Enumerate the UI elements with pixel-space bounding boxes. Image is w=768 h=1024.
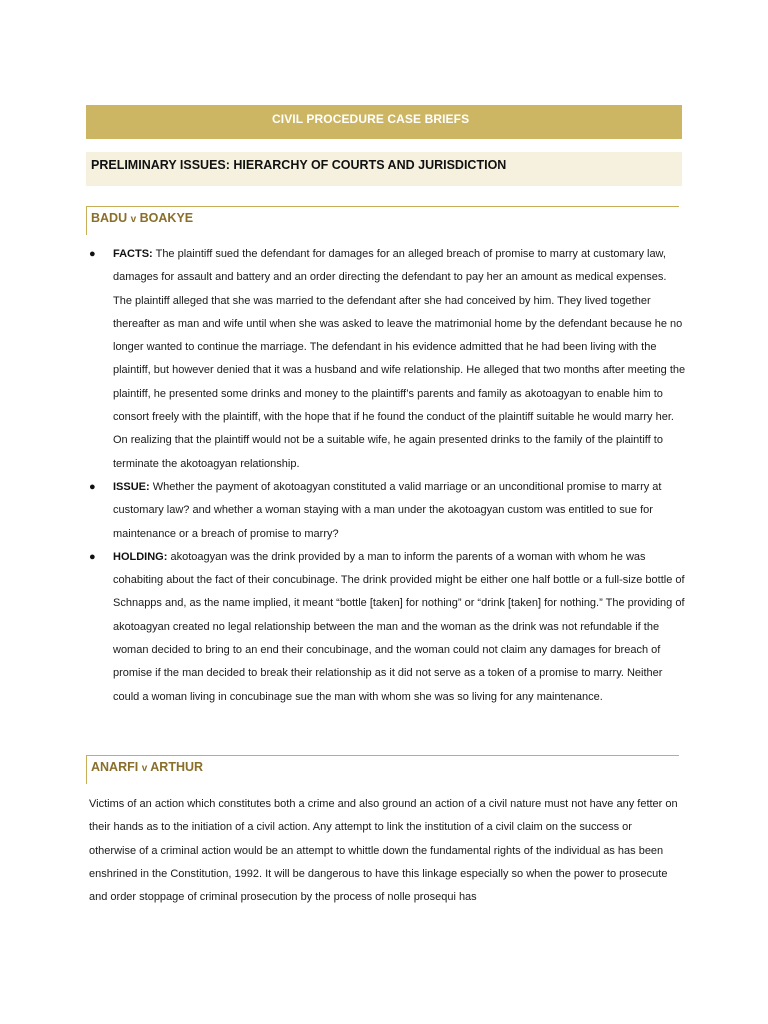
case-title (91, 211, 193, 225)
list-item-facts (86, 243, 686, 476)
case-brief-list (86, 243, 686, 709)
case-versus: v (141, 763, 148, 774)
facts-label: FACTS: (113, 248, 153, 260)
document-title-bar (86, 105, 682, 139)
holding-paragraph (113, 546, 686, 709)
document-title: CIVIL PROCEDURE CASE BRIEFS (272, 112, 470, 126)
bullet-glyph: ● (89, 550, 96, 563)
issue-label: ISSUE: (113, 480, 150, 493)
issue-paragraph (113, 476, 686, 546)
case-heading-badu-v-boakye (86, 206, 679, 235)
holding-text: akotoagyan was the drink provided by a man to inform the parents of a woman with whom he was cohabiting about the fact of their concubinage. The drink provided might be either one half bottle or a full-size bottle of Schnapps and, as the name implied, it meant “bottle [taken] for nothing” or “drink [taken] for nothing.” The providing of akotoagyan created no legal relationship between the man and the woman as the drink was not refundable if the woman decided to bring to an end their concubinage, and the woman could not claim any damages for breach of promise if the man decided to break their relationship as it did not serve as a token of a promise to marry. Neither could a woman living in concubinage sue the man with whom she was so living for any maintenance. (113, 550, 685, 703)
list-item-issue (86, 476, 686, 546)
bullet-glyph: ● (89, 248, 96, 260)
holding-label: HOLDING: (113, 550, 168, 563)
case-versus: v (130, 214, 137, 225)
case-heading-anarfi-v-arthur (86, 755, 679, 784)
facts-text: The plaintiff sued the defendant for damages for an alleged breach of promise to marry at customary law, damages for assault and battery and an order directing the defendant to pay her an amount as medical expenses. The plaintiff alleged that she was married to the defendant after she had conceived by him. They lived together thereafter as man and wife until when she was asked to leave the matrimonial home by the defendant because he no longer wanted to continue the marriage. The defendant in his evidence admitted that he had been living with the plaintiff, but however denied that it was a husband and wife relationship. He alleged that two months after meeting the plaintiff, he presented some drinks and money to the plaintiff’s parents and family as akotoagyan to enable him to consort freely with the plaintiff, with the hope that if he found the conduct of the plaintiff suitable he would marry her. On realizing that the plaintiff would not be a suitable wife, he again presented drinks to the family of the plaintiff to terminate the akotoagyan relationship. (113, 248, 686, 470)
issue-text: Whether the payment of akotoagyan constituted a valid marriage or an unconditional promise to marry at customary law? and whether a woman staying with a man under the akotoagyan custom was entitled to sue for maintenance or a breach of promise to marry? (113, 480, 662, 540)
section-heading-bar (86, 152, 682, 186)
facts-paragraph (113, 243, 686, 476)
case-summary-text: Victims of an action which constitutes both a crime and also ground an action of a civil nature must not have any fetter on their hands as to the initiation of a civil action. Any attempt to link the institution of a civil claim on the success or otherwise of a criminal action would be an attempt to whittle down the fundamental rights of the individual as has been enshrined in the Constitution, 1992. It will be dangerous to have this linkage especially so when the power to prosecute and order stoppage of criminal prosecution by the process of nolle prosequi has (89, 798, 678, 904)
case-party-2: BOAKYE (139, 211, 194, 225)
bullet-glyph: ● (89, 480, 96, 493)
case-party-2: ARTHUR (150, 760, 204, 774)
list-item-holding (86, 546, 686, 709)
case-title (91, 760, 203, 774)
case-party-1: ANARFI (91, 760, 139, 774)
section-heading: PRELIMINARY ISSUES: HIERARCHY OF COURTS AND JURISDICTION (91, 158, 507, 172)
case-summary-anarfi (89, 793, 681, 909)
case-party-1: BADU (91, 211, 128, 225)
